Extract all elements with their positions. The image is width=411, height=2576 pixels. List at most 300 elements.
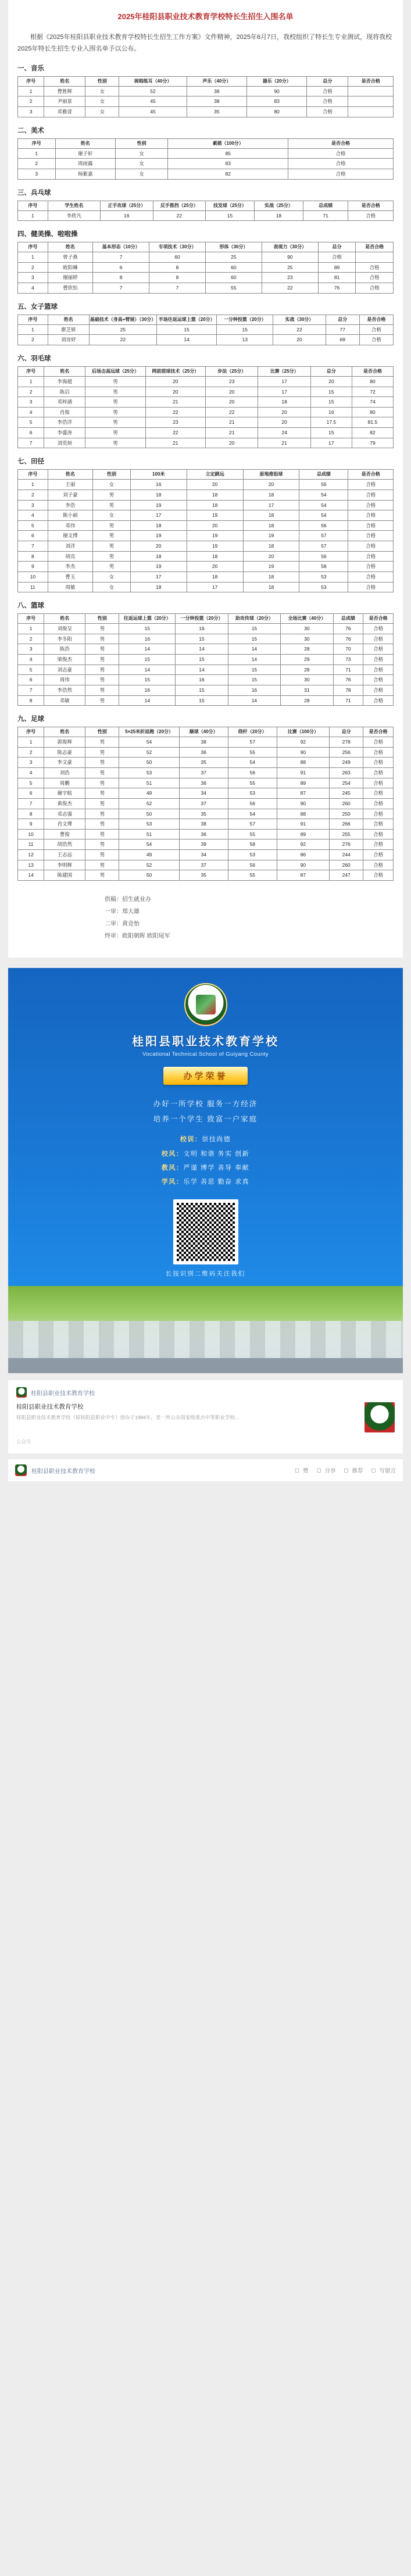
table-cell: 56 (228, 768, 277, 778)
column-header: 序号 (18, 315, 48, 324)
table-cell: 11 (18, 839, 44, 850)
table-cell: 81.5 (352, 417, 393, 428)
table-cell: 合格 (288, 148, 394, 159)
table-row (18, 97, 394, 107)
table-row (18, 273, 394, 283)
table-header-row (18, 201, 394, 210)
table-cell: 250 (330, 809, 363, 819)
table-cell: 260 (330, 860, 363, 870)
table-cell: 尹丽景 (44, 97, 85, 107)
table-cell: 合格 (348, 562, 394, 572)
table-cell: 合格 (288, 159, 394, 169)
account-card-title: 桂阳县职业技术教育学校 (16, 1403, 84, 1411)
table-cell: 3 (18, 644, 44, 655)
table-cell: 276 (330, 839, 363, 850)
table-cell: 35 (179, 809, 228, 819)
table-cell: 39 (179, 839, 228, 850)
poster-school-name: 桂阳县职业技术教育学校 (132, 1035, 279, 1048)
table-cell: 36 (179, 778, 228, 788)
account-avatar (16, 1387, 27, 1398)
table-cell: 55 (228, 829, 277, 839)
table-cell: 19 (130, 562, 187, 572)
table-cell: 合格 (348, 520, 394, 531)
column-header: 姓名 (44, 76, 85, 86)
table-cell: 15 (228, 634, 280, 644)
column-header: 序号 (18, 76, 44, 86)
table-header-row (18, 366, 394, 376)
table-cell: 合格 (359, 324, 393, 335)
table-cell: 男 (85, 768, 119, 778)
table-cell: 25 (205, 252, 262, 263)
table-row (18, 387, 394, 397)
table-row (18, 778, 394, 788)
table-cell: 71 (303, 210, 348, 221)
column-header: 性别 (85, 614, 119, 624)
column-header: 总分 (326, 315, 359, 324)
table-cell: 男 (85, 407, 145, 417)
table-cell: 23 (262, 273, 318, 283)
table-cell: 合格 (363, 819, 394, 830)
table-cell: 男 (93, 531, 131, 541)
table-cell: 合格 (363, 829, 394, 839)
table-cell: 17 (243, 500, 299, 510)
article-body (8, 0, 403, 957)
table-cell: 女 (115, 148, 167, 159)
bottom-bar-action-label: 写留言 (379, 1468, 396, 1475)
table-cell: 曹俊 (44, 829, 85, 839)
table-cell: 男 (85, 860, 119, 870)
table-cell: 合格 (356, 262, 394, 273)
table-cell: 合格 (348, 500, 394, 510)
table-cell: 1 (18, 210, 48, 221)
table-cell: 合格 (363, 675, 394, 685)
column-header: 立定跳远 (187, 470, 243, 480)
motto-value-3: 乐学 善思 勤奋 求真 (183, 1178, 250, 1185)
table-cell: 77 (326, 324, 359, 335)
qr-code[interactable] (173, 1199, 238, 1264)
table-cell: 17 (310, 438, 352, 448)
table-cell: 1 (18, 86, 44, 97)
table-cell: 34 (179, 788, 228, 799)
table-cell: 18 (243, 541, 299, 552)
table-cell: 1 (18, 148, 56, 159)
column-header: 原地推铅球 (243, 470, 299, 480)
table-cell: 邓雅萱 (44, 107, 85, 117)
table-cell: 15 (310, 397, 352, 408)
table-cell: 男 (85, 376, 145, 387)
table-cell: 2 (18, 335, 48, 345)
motto-key-0: 校训： (180, 1136, 202, 1144)
table-cell: 22 (89, 335, 156, 345)
table-row (18, 520, 394, 531)
table-cell: 30 (281, 624, 333, 634)
table-cell: 合格 (363, 737, 394, 748)
table-row (18, 571, 394, 582)
table-cell: 24 (258, 428, 310, 438)
table-cell: 58 (228, 839, 277, 850)
table-cell: 12 (18, 850, 44, 860)
column-header: 比赛（25分） (258, 366, 310, 376)
table-cell: 76 (333, 675, 363, 685)
table-cell: 22 (273, 324, 326, 335)
table-cell: 女 (93, 571, 131, 582)
results-table (17, 727, 394, 881)
table-cell: 男 (85, 685, 119, 695)
column-header: 是否合格 (356, 242, 394, 252)
results-table (17, 613, 394, 706)
table-cell: 合格 (348, 541, 394, 552)
table-cell: 20 (187, 520, 243, 531)
table-cell: 2 (18, 387, 44, 397)
table-cell: 3 (18, 273, 48, 283)
table-cell: 合格 (363, 809, 394, 819)
motto-value-0: 崇技尚德 (202, 1136, 231, 1144)
column-header: 姓名 (44, 366, 85, 376)
table-cell: 16 (101, 210, 153, 221)
table-cell: 53 (228, 850, 277, 860)
column-header: 总分 (307, 76, 348, 86)
table-row (18, 148, 394, 159)
table-cell: 男 (93, 520, 131, 531)
column-header: 是否合格 (363, 614, 394, 624)
table-section-title: 七、田径 (17, 458, 44, 466)
table-cell: 56 (299, 551, 348, 562)
table-cell: 男 (85, 655, 119, 665)
table-cell: 合格 (363, 870, 394, 881)
table-cell: 王志远 (44, 850, 85, 860)
motto-key-3: 学风： (161, 1178, 184, 1185)
table-cell: 男 (85, 788, 119, 799)
table-cell: 2 (18, 490, 48, 500)
table-cell: 14 (176, 644, 228, 655)
table-cell: 52 (119, 860, 179, 870)
table-cell: 54 (228, 809, 277, 819)
table-cell: 3 (18, 758, 44, 768)
column-header: 实战（25分） (254, 201, 303, 210)
column-header: 专项技术（30分） (149, 242, 206, 252)
table-row (18, 644, 394, 655)
table-cell: 57 (299, 531, 348, 541)
bottom-action-bar (8, 1459, 403, 1481)
table-row (18, 438, 394, 448)
table-cell: 男 (85, 829, 119, 839)
table-row (18, 809, 394, 819)
table-cell: 合格 (363, 860, 394, 870)
table-cell: 陈小丽 (48, 510, 93, 521)
column-header: 性别 (115, 138, 167, 148)
motto-xiaofeng (8, 1147, 403, 1161)
table-row (18, 531, 394, 541)
table-cell: 8 (18, 551, 48, 562)
table-cell: 13 (18, 860, 44, 870)
table-row (18, 210, 394, 221)
credit-line-2: 二审：黄竞怡 (105, 920, 140, 927)
table-row (18, 86, 394, 97)
table-cell: 6 (93, 262, 149, 273)
bottom-bar-account-name[interactable]: 桂阳县职业技术教育学校 (31, 1468, 95, 1475)
table-row (18, 737, 394, 748)
table-cell: 合格 (348, 571, 394, 582)
table-cell: 15 (119, 675, 176, 685)
table-cell: 16 (228, 685, 280, 695)
column-header: 5×25米折返跑（20分） (119, 727, 179, 737)
table-cell: 17.5 (310, 417, 352, 428)
table-cell: 合格 (363, 778, 394, 788)
table-cell: 20 (243, 480, 299, 490)
bottom-bar-action[interactable] (344, 1466, 363, 1474)
table-cell: 女 (85, 107, 119, 117)
table-cell: 70 (333, 644, 363, 655)
table-cell: 6 (18, 675, 44, 685)
table-cell: 76 (318, 283, 356, 294)
table-cell: 266 (330, 819, 363, 830)
table-cell: 21 (205, 428, 258, 438)
table-cell: 38 (179, 819, 228, 830)
table-row (18, 695, 394, 706)
table-row (18, 169, 394, 179)
bottom-bar-action-label: 推荐 (352, 1468, 363, 1475)
table-cell: 16 (176, 624, 228, 634)
table-cell: 合格 (348, 480, 394, 490)
table-cell: 7 (18, 798, 44, 809)
table-cell: 22 (205, 407, 258, 417)
table-cell: 18 (243, 510, 299, 521)
table-cell: 60 (205, 273, 262, 283)
table-cell: 陈浩 (44, 644, 85, 655)
table-cell: 曹欣怡 (48, 283, 93, 294)
table-cell: 57 (228, 819, 277, 830)
table-cell: 胡亮 (48, 551, 93, 562)
table-cell: 谢文博 (48, 531, 93, 541)
bottom-bar-action[interactable] (316, 1466, 335, 1474)
column-header: 是否合格 (348, 470, 394, 480)
table-cell: 45 (119, 107, 187, 117)
column-header: 序号 (18, 470, 48, 480)
account-card-text (16, 1402, 359, 1432)
table-cell: 89 (318, 262, 356, 273)
star-icon: ◻ (316, 1467, 321, 1474)
table-cell: 90 (277, 860, 329, 870)
table-cell: 刘子豪 (48, 490, 93, 500)
column-header: 姓名 (44, 614, 85, 624)
table-cell: 14 (119, 664, 176, 675)
table-cell: 263 (330, 768, 363, 778)
table-cell: 50 (119, 758, 179, 768)
table-cell: 34 (179, 850, 228, 860)
credit-line-1: 一审：郑大雄 (105, 908, 140, 915)
table-row (18, 324, 394, 335)
table-cell: 17 (130, 571, 187, 582)
column-header: 学生姓名 (48, 201, 100, 210)
table-cell: 87 (277, 788, 329, 799)
bottom-bar-action-label: 赞 (302, 1468, 309, 1475)
table-row (18, 562, 394, 572)
table-cell: 91 (277, 819, 329, 830)
table-cell (348, 97, 394, 107)
thumbs-up-icon: ◻ (294, 1467, 299, 1474)
table-cell: 刘俊呈 (44, 624, 85, 634)
column-header: 一分钟投篮（20分） (217, 315, 273, 324)
table-cell: 55 (228, 870, 277, 881)
account-card[interactable] (8, 1380, 403, 1453)
table-cell: 53 (119, 768, 179, 778)
column-header: 总成绩 (333, 614, 363, 624)
table-cell: 合格 (363, 695, 394, 706)
credits-block (17, 894, 394, 942)
table-cell: 18 (187, 490, 243, 500)
table-cell: 陈启 (44, 387, 85, 397)
table-cell: 1 (18, 480, 48, 490)
table-cell: 合格 (348, 490, 394, 500)
table-row (18, 428, 394, 438)
table-cell: 6 (18, 788, 44, 799)
table-cell: 15 (228, 664, 280, 675)
table-cell: 男 (85, 758, 119, 768)
table-cell: 36 (179, 747, 228, 758)
column-header: 全场比赛（40分） (281, 614, 333, 624)
table-row (18, 541, 394, 552)
bottom-bar-action[interactable] (295, 1466, 309, 1474)
table-cell: 17 (258, 387, 310, 397)
table-cell: 20 (310, 376, 352, 387)
table-cell: 李冬阳 (44, 634, 85, 644)
table-cell: 1 (18, 624, 44, 634)
table-cell: 曹胜辉 (44, 86, 85, 97)
column-header: 性别 (93, 470, 131, 480)
table-cell: 29 (281, 655, 333, 665)
slogan-line-0: 办好一所学校 服务一方经济 (153, 1099, 258, 1108)
slogan-line-1: 培养一个学生 致富一户家庭 (153, 1115, 258, 1124)
column-header: 是否合格 (352, 366, 393, 376)
table-cell: 合格 (363, 747, 394, 758)
table-cell: 男 (85, 870, 119, 881)
table-cell: 16 (310, 407, 352, 417)
qr-code-pattern (177, 1203, 235, 1261)
table-cell: 87 (277, 870, 329, 881)
table-cell: 男 (85, 819, 119, 830)
table-cell: 8 (149, 262, 206, 273)
table-cell: 合格 (318, 252, 356, 263)
table-section-title: 六、羽毛球 (17, 355, 51, 362)
table-cell: 6 (18, 428, 44, 438)
table-header-row (18, 614, 394, 624)
table-cell: 合格 (363, 788, 394, 799)
results-table (17, 366, 394, 448)
table-cell: 55 (228, 747, 277, 758)
results-table (17, 315, 394, 345)
table-cell: 2 (18, 634, 44, 644)
table-cell: 14 (18, 870, 44, 881)
table-cell: 20 (187, 480, 243, 490)
table-cell: 胡浩然 (44, 839, 85, 850)
table-cell: 周雨露 (55, 159, 115, 169)
table-cell: 45 (119, 97, 187, 107)
column-header: 是否合格 (288, 138, 394, 148)
table-row (18, 819, 394, 830)
table-cell: 男 (85, 644, 119, 655)
table-cell: 李欣凡 (48, 210, 100, 221)
table-cell: 23 (205, 376, 258, 387)
results-table (17, 242, 394, 294)
table-cell: 15 (228, 675, 280, 685)
table-cell: 周伟 (44, 675, 85, 685)
table-row (18, 870, 394, 881)
table-row (18, 664, 394, 675)
table-cell: 7 (18, 541, 48, 552)
table-cell: 男 (85, 417, 145, 428)
table-row (18, 747, 394, 758)
table-cell: 合格 (348, 531, 394, 541)
table-cell: 合格 (363, 850, 394, 860)
table-cell: 18 (243, 490, 299, 500)
table-cell: 18 (130, 582, 187, 592)
table-cell: 52 (119, 798, 179, 809)
table-cell (356, 252, 394, 263)
credit-line-0: 供稿：招生就业办 (105, 896, 151, 903)
table-cell: 13 (217, 335, 273, 345)
table-cell: 5 (18, 417, 44, 428)
table-cell: 90 (262, 252, 318, 263)
table-cell: 肖文博 (44, 819, 85, 830)
table-cell: 38 (187, 86, 246, 97)
column-header: 姓名 (48, 315, 89, 324)
column-header: 技发球（25分） (205, 201, 254, 210)
table-cell: 18 (254, 210, 303, 221)
table-row (18, 417, 394, 428)
motto-value-1: 文明 和谐 务实 创新 (183, 1150, 250, 1157)
table-cell: 19 (187, 531, 243, 541)
table-cell: 255 (330, 829, 363, 839)
table-cell: 18 (187, 571, 243, 582)
table-cell: 4 (18, 655, 44, 665)
table-cell: 李海超 (44, 376, 85, 387)
table-row (18, 376, 394, 387)
table-cell: 合格 (363, 624, 394, 634)
table-cell: 53 (119, 819, 179, 830)
table-row (18, 788, 394, 799)
column-header: 总成绩 (299, 470, 348, 480)
table-cell: 82 (168, 169, 288, 179)
table-cell: 男 (85, 798, 119, 809)
bottom-bar-action[interactable] (371, 1466, 396, 1474)
table-row (18, 262, 394, 273)
table-cell: 14 (176, 664, 228, 675)
table-cell: 合格 (348, 582, 394, 592)
table-cell: 254 (330, 778, 363, 788)
table-cell: 欧阳琳 (48, 262, 93, 273)
table-cell: 54 (119, 737, 179, 748)
table-cell: 35 (187, 107, 246, 117)
table-row (18, 107, 394, 117)
table-cell: 7 (149, 283, 206, 294)
table-cell: 15 (176, 655, 228, 665)
table-section-title: 八、篮球 (17, 602, 44, 610)
table-cell: 52 (119, 747, 179, 758)
motto-xunlian (8, 1132, 403, 1146)
table-cell (348, 86, 394, 97)
table-cell: 80 (247, 107, 307, 117)
table-cell: 89 (277, 778, 329, 788)
table-cell: 49 (119, 850, 179, 860)
table-cell: 54 (299, 490, 348, 500)
table-cell: 20 (273, 335, 326, 345)
bottom-bar-avatar[interactable] (15, 1464, 27, 1476)
table-cell: 男 (85, 387, 145, 397)
eye-icon: ◻ (344, 1467, 349, 1474)
column-header: 100米 (130, 470, 187, 480)
table-cell: 陈建国 (44, 870, 85, 881)
table-cell: 28 (281, 664, 333, 675)
